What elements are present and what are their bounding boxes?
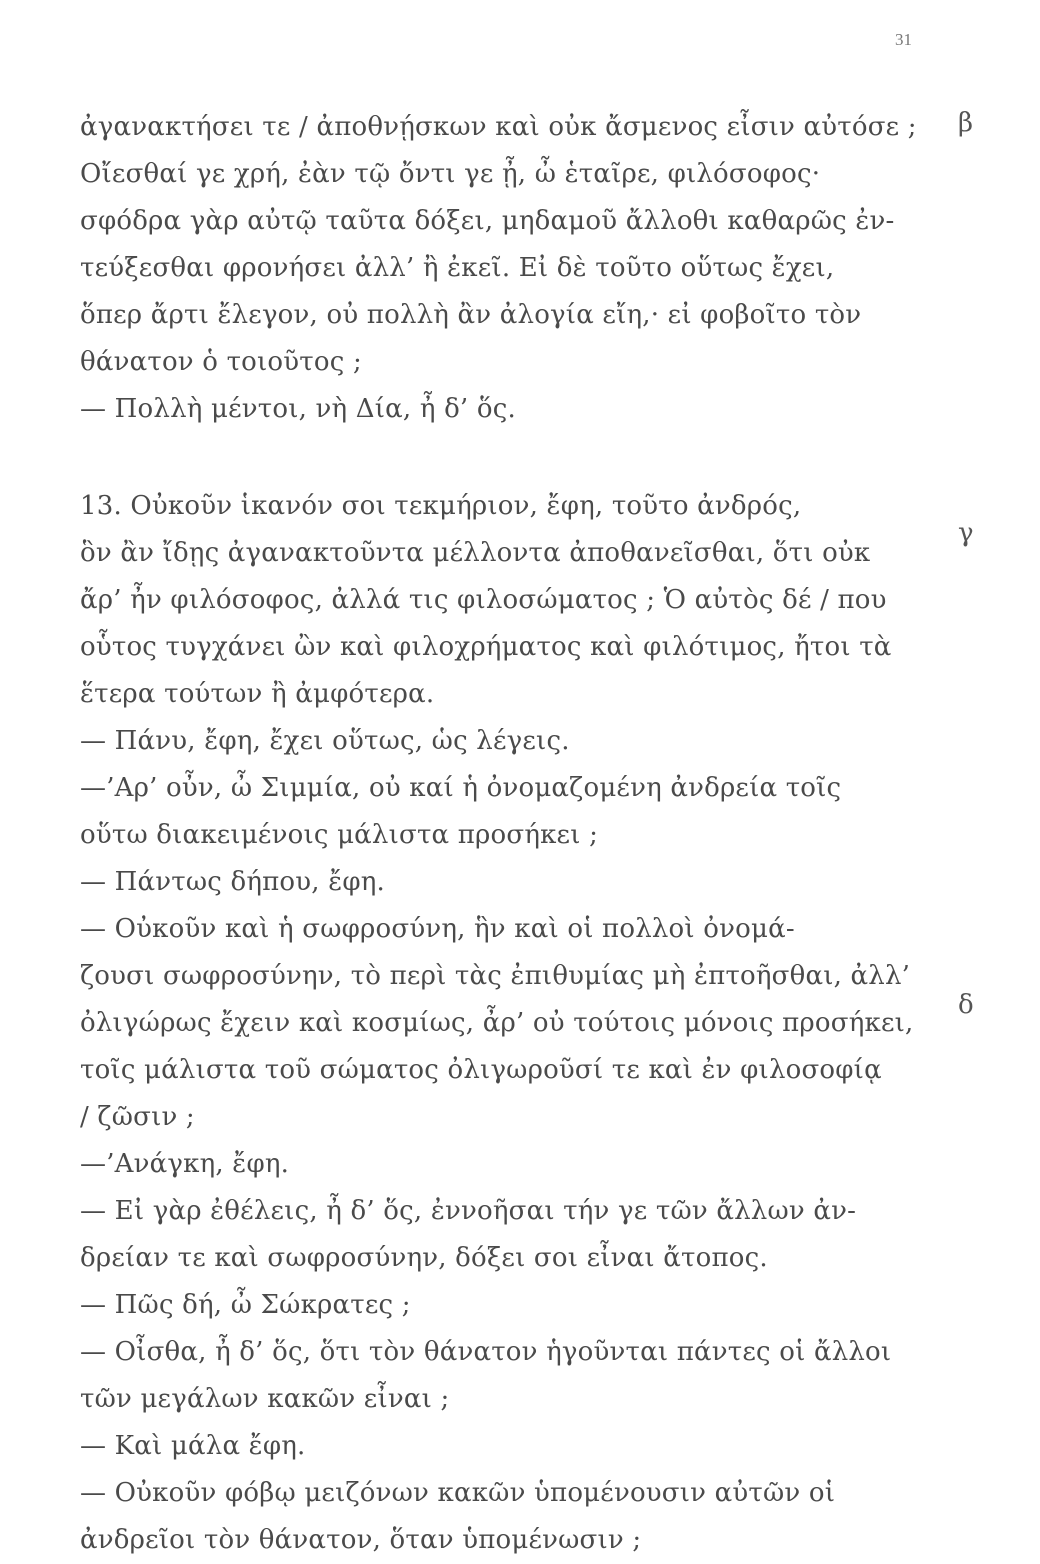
paragraph-gap [80,433,920,483]
text-line: — Οὐκοῦν καὶ ἡ σωφροσύνη, ἣν καὶ οἱ πολλοὶ ὀνομά- [80,914,795,944]
section-13-first-line: 13. Οὐκοῦν ἱκανόν σοι τεκμήριον, ἔφη, τοῦτο ἀνδρός, [80,491,802,521]
text-line: — Πάνυ, ἔφη, ἔχει οὕτως, ὡς λέγεις. [80,726,570,756]
text-line: σφόδρα γὰρ αὐτῷ ταῦτα δόξει, μηδαμοῦ ἄλλοθι καθαρῶς ἐν- [80,206,895,236]
text-line: — Πάντως δήπου, ἔφη. [80,867,386,897]
page-number: 31 [895,30,912,49]
text-line: τεύξεσθαι φρονήσει ἀλλ’ ἢ ἐκεῖ. Εἰ δὲ τοῦτο οὕτως ἔχει, [80,253,835,283]
text-line: ἀνδρεῖοι τὸν θάνατον, ὅταν ὑπομένωσιν ; [80,1525,642,1555]
text-line: ἀγανακτήσει τε / ἀποθνῄσκων καὶ οὐκ ἄσμενος εἶσιν αὐτόσε ; [80,112,917,142]
text-line: θάνατον ὁ τοιοῦτος ; [80,347,362,377]
text-line: ἄρ’ ἦν φιλόσοφος, ἀλλά τις φιλοσώματος ; Ὁ αὐτὸς δέ / που [80,585,887,615]
text-line: Οἴεσθαί γε χρή, ἐὰν τῷ ὄντι γε ᾖ, ὦ ἑταῖρε, φιλόσοφος· [80,159,821,189]
text-line: — Καὶ μάλα ἔφη. [80,1431,306,1461]
text-line: — Οἶσθα, ἦ δ’ ὅς, ὅτι τὸν θάνατον ἡγοῦνται πάντες οἱ ἄλλοι [80,1337,892,1367]
text-line: δρείαν τε καὶ σωφροσύνην, δόξει σοι εἶναι ἄτοπος. [80,1243,768,1273]
margin-reference-gamma: γ [958,518,974,548]
text-line: ὃν ἂν ἴδῃς ἀγανακτοῦντα μέλλοντα ἀποθανεῖσθαι, ὅτι οὐκ [80,538,871,568]
text-line: — Εἰ γὰρ ἐθέλεις, ἦ δ’ ὅς, ἐννοῆσαι τήν γε τῶν ἄλλων ἀν- [80,1196,857,1226]
text-line: — Πολλὴ μέντοι, νὴ Δία, ἦ δ’ ὅς. [80,394,516,424]
margin-reference-delta: δ [958,990,974,1020]
text-line: ἕτερα τούτων ἢ ἀμφότερα. [80,679,435,709]
text-line: / ζῶσιν ; [80,1102,195,1132]
text-line: — Οὐκοῦν φόβῳ μειζόνων κακῶν ὑπομένουσιν αὐτῶν οἱ [80,1478,836,1508]
text-line: οὗτος τυγχάνει ὢν καὶ φιλοχρήματος καὶ φιλότιμος, ἤτοι τὰ [80,632,892,662]
text-line: τῶν μεγάλων κακῶν εἶναι ; [80,1384,450,1414]
greek-text-body [80,104,920,1564]
margin-reference-beta: β [958,108,974,138]
text-line: —’Αρ’ οὖν, ὦ Σιμμία, οὐ καί ἡ ὀνομαζομένη ἀνδρεία τοῖς [80,773,842,803]
text-line: οὕτω διακειμένοις μάλιστα προσήκει ; [80,820,599,850]
text-line: ὅπερ ἄρτι ἔλεγον, οὐ πολλὴ ἂν ἀλογία εἴη,· εἰ φοβοῖτο τὸν [80,300,862,330]
text-line: ζουσι σωφροσύνην, τὸ περὶ τὰς ἐπιθυμίας μὴ ἐπτοῆσθαι, ἀλλ’ [80,961,911,991]
text-line: ὀλιγώρως ἔχειν καὶ κοσμίως, ἆρ’ οὐ τούτοις μόνοις προσήκει, [80,1008,914,1038]
text-line: — Πῶς δή, ὦ Σώκρατες ; [80,1290,411,1320]
text-line: —’Ανάγκη, ἔφη. [80,1149,290,1179]
text-line: τοῖς μάλιστα τοῦ σώματος ὀλιγωροῦσί τε καὶ ἐν φιλοσοφίᾳ [80,1055,882,1085]
